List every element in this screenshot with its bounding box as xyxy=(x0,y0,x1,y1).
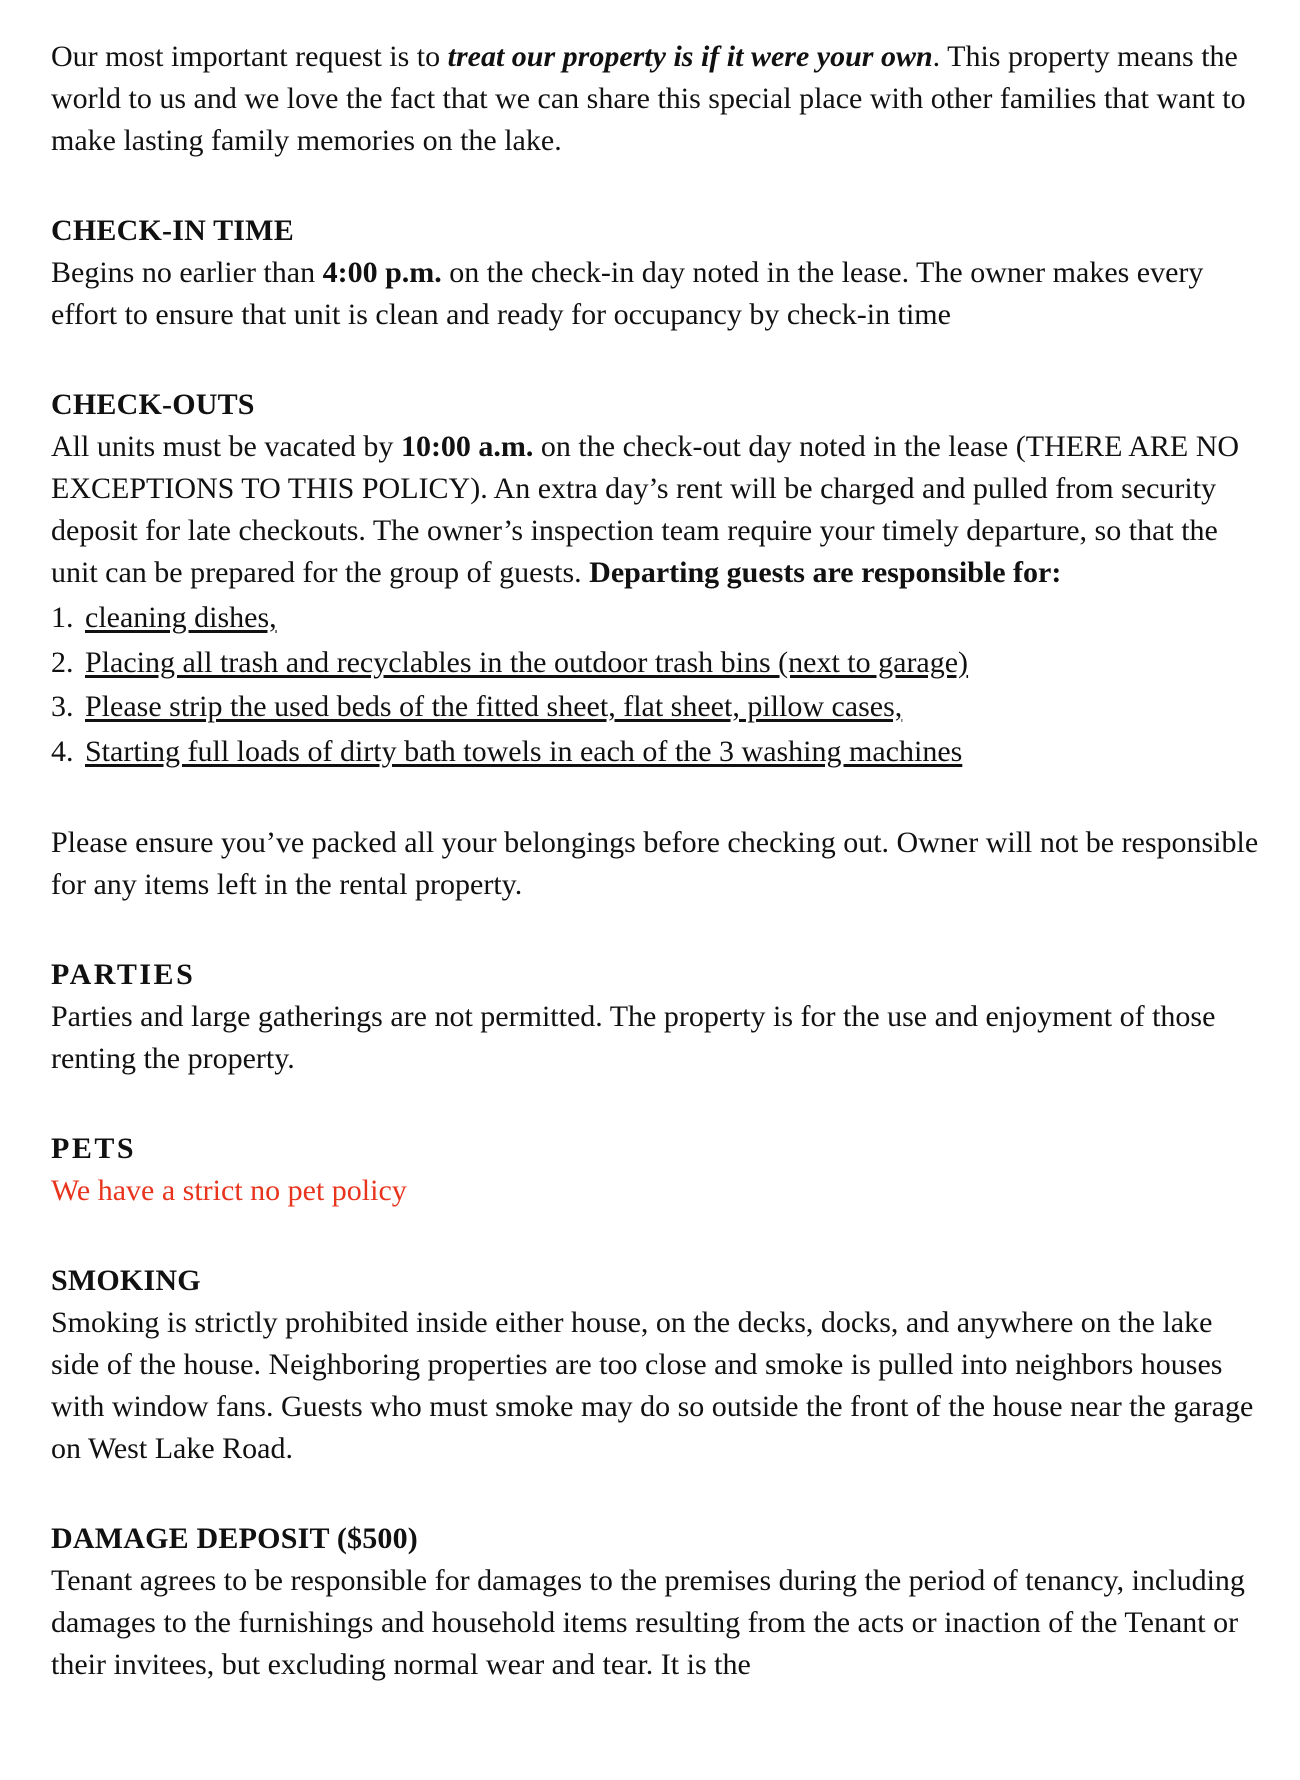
section-gap xyxy=(51,774,1266,822)
list-item xyxy=(51,641,1266,686)
intro-emphasis: treat our property is if it were your own xyxy=(447,40,933,73)
damage-deposit-heading: DAMAGE DEPOSIT ($500) xyxy=(51,1522,418,1555)
responsibilities-list xyxy=(51,596,1266,774)
checkout-responsible-label: Departing guests are responsible for: xyxy=(589,556,1062,589)
intro-text-after: . This property means the world to us and we love the fact that we can share this special place with other families that want to make lasting family memories on the lake. xyxy=(51,40,1246,157)
pets-paragraph: We have a strict no pet policy xyxy=(51,1174,407,1207)
section-gap xyxy=(51,906,1266,954)
document-page xyxy=(51,36,1266,1686)
checkin-text-before: Begins no earlier than xyxy=(51,256,323,289)
list-item xyxy=(51,730,1266,775)
checkout-time: 10:00 a.m. xyxy=(400,430,534,463)
list-item-text: Please strip the used beds of the fitted sheet, flat sheet, pillow cases, xyxy=(85,690,903,723)
section-gap xyxy=(51,1470,1266,1518)
intro-text-before: Our most important request is to xyxy=(51,40,448,73)
checkin-paragraph xyxy=(51,252,1266,336)
intro-paragraph xyxy=(51,36,1266,162)
list-item-number: 3. xyxy=(51,690,74,723)
list-item-text: Starting full loads of dirty bath towels in each of the 3 washing machines xyxy=(85,734,963,768)
smoking-paragraph: Smoking is strictly prohibited inside either house, on the decks, docks, and anywhere on the lake side of the house. Neighboring properties are too close and smoke is pulled into neighbors houses with window fans. Guests who must smoke may do so outside the front of the house near the garage on West Lake Road. xyxy=(51,1306,1254,1465)
list-item-text: cleaning dishes, xyxy=(85,601,277,634)
parties-paragraph: Parties and large gatherings are not permitted. The property is for the use and enjoyment of those renting the property. xyxy=(51,1000,1216,1075)
list-item xyxy=(51,596,1266,641)
section-gap xyxy=(51,1212,1266,1260)
list-item-number: 2. xyxy=(51,645,74,679)
checkin-time: 4:00 p.m. xyxy=(322,256,442,289)
damage-deposit-paragraph: Tenant agrees to be responsible for damages to the premises during the period of tenancy, including damages to the furnishings and household items resulting from the acts or inaction of the Tenant or their invitees, but excluding normal wear and tear. It is the xyxy=(51,1564,1245,1681)
list-item-number: 1. xyxy=(51,601,74,634)
list-item-text: Placing all trash and recyclables in the outdoor trash bins (next to garage) xyxy=(85,645,969,679)
checkout-paragraph xyxy=(51,426,1266,594)
pets-heading: PETS xyxy=(51,1132,137,1165)
checkout-heading: CHECK-OUTS xyxy=(51,388,255,421)
checkin-text-after: on the check-in day noted in the lease. The owner makes every effort to ensure that unit is clean and ready for occupancy by check-in time xyxy=(51,256,1204,331)
section-gap xyxy=(51,162,1266,210)
list-item-number: 4. xyxy=(51,734,74,768)
checkout-text-before: All units must be vacated by xyxy=(51,430,401,463)
belongings-paragraph: Please ensure you’ve packed all your belongings before checking out. Owner will not be responsible for any items left in the rental property. xyxy=(51,826,1259,901)
list-item xyxy=(51,685,1266,730)
section-gap xyxy=(51,336,1266,384)
checkout-text-after: on the check-out day noted in the lease (THERE ARE NO EXCEPTIONS TO THIS POLICY). An extra day’s rent will be charged and pulled from security deposit for late checkouts. The owner’s inspection team require your timely departure, so that the unit can be prepared for the group of guests. xyxy=(51,430,1240,589)
section-gap xyxy=(51,1080,1266,1128)
parties-heading: PARTIES xyxy=(51,958,196,991)
checkin-heading: CHECK-IN TIME xyxy=(51,214,294,247)
smoking-heading: SMOKING xyxy=(51,1264,201,1297)
